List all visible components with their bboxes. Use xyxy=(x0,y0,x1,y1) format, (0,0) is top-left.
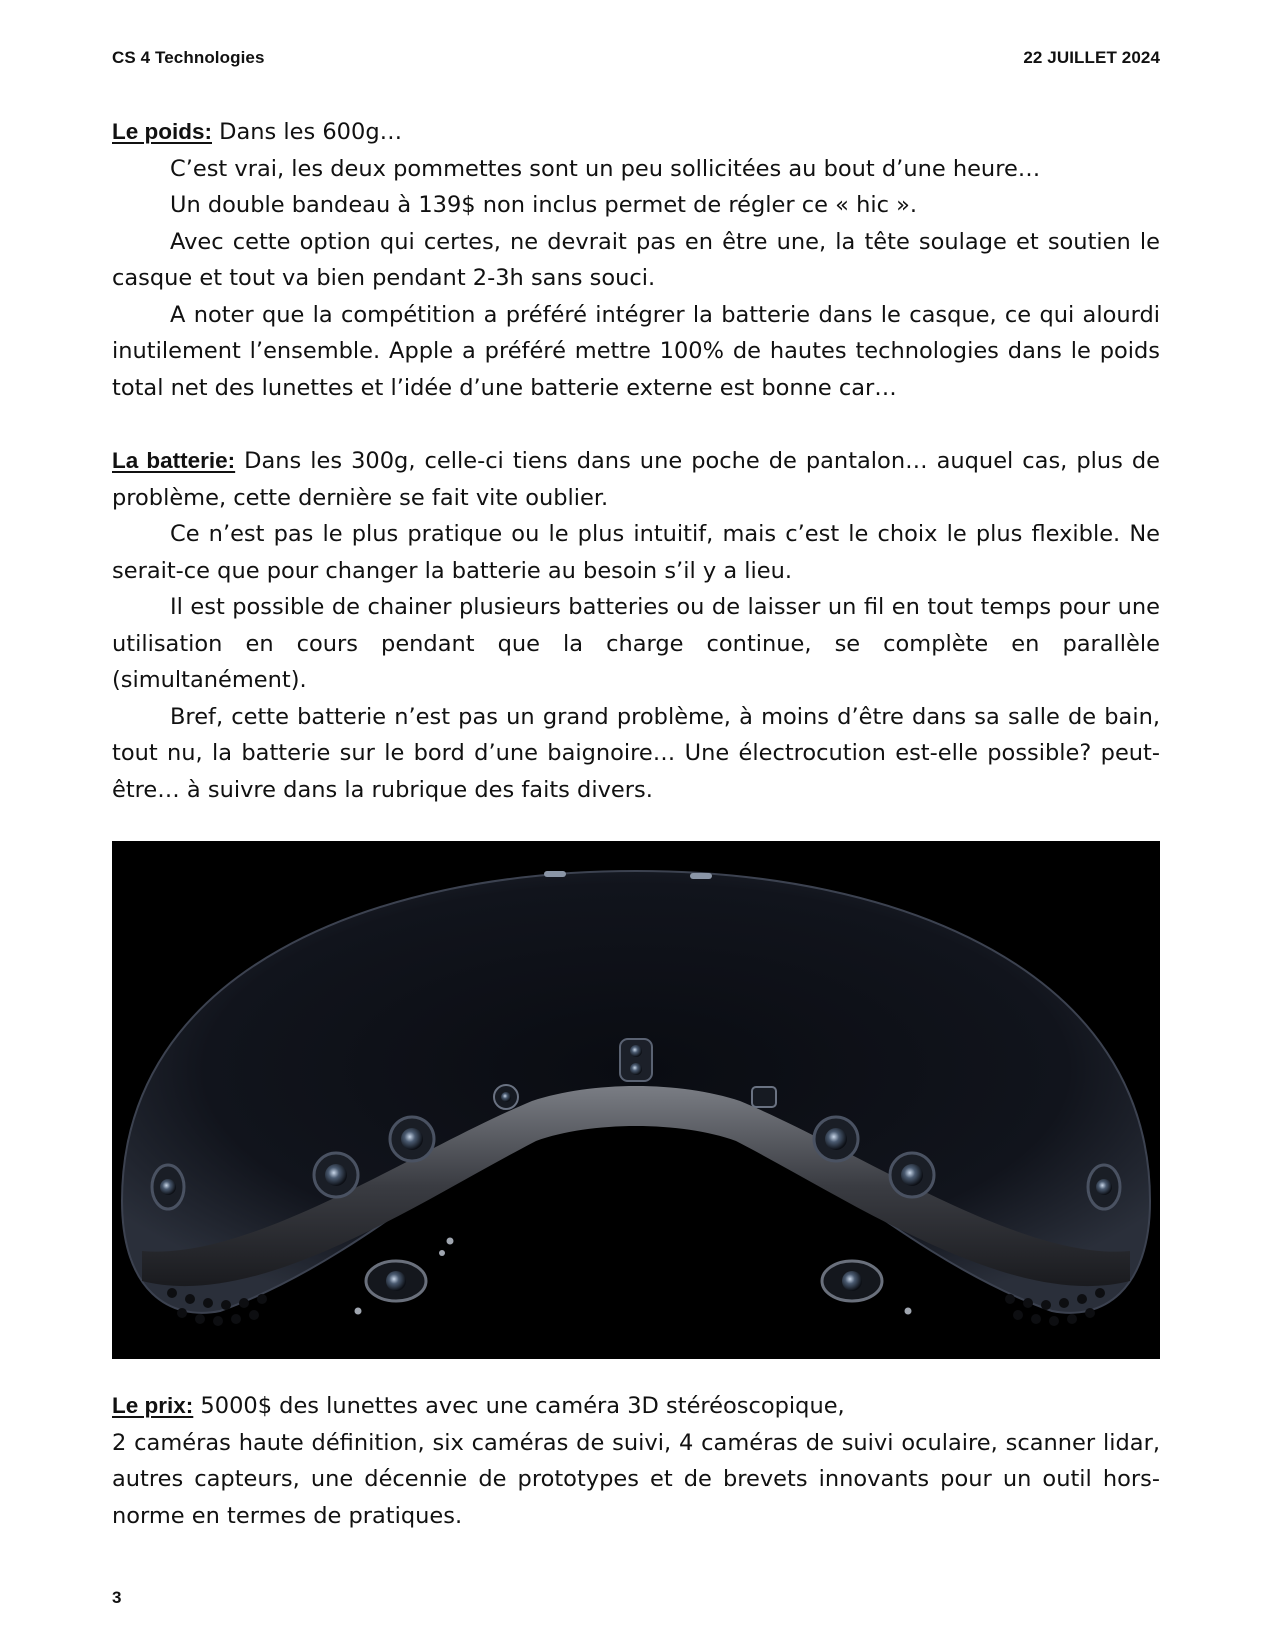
section-heading-prix: Le prix: xyxy=(112,1393,194,1418)
lidar-sensor xyxy=(752,1087,776,1107)
page-header xyxy=(112,48,1160,68)
side-camera xyxy=(152,1165,184,1209)
batterie-lead-text: Dans les 300g, celle-ci tiens dans une poche de pantalon… auquel cas, plus de problème, cette dernière se fait vite oublier. xyxy=(112,448,1161,511)
batterie-lead-paragraph xyxy=(112,443,1160,516)
section-heading-batterie: La batterie: xyxy=(112,448,236,473)
poids-paragraph: Avec cette option qui certes, ne devrait pas en être une, la tête soulage et soutien le casque et tout va bien pendant 2-3h sans souci. xyxy=(112,228,1160,291)
poids-paragraph: C’est vrai, les deux pommettes sont un peu sollicitées au bout d’une heure… xyxy=(170,155,1041,182)
tracking-camera xyxy=(814,1117,858,1161)
headset-photo xyxy=(112,841,1160,1359)
poids-lead-text: Dans les 600g… xyxy=(212,119,403,145)
side-camera xyxy=(1088,1165,1120,1209)
tracking-camera xyxy=(890,1153,934,1197)
prix-lead-paragraph xyxy=(112,1388,1160,1425)
publication-date: 22 JUILLET 2024 xyxy=(1023,48,1160,67)
poids-paragraph: Un double bandeau à 139$ non inclus permet de régler ce « hic ». xyxy=(170,192,918,218)
batterie-paragraph: Bref, cette batterie n’est pas un grand problème, à moins d’être dans sa salle de bain, tout nu, la batterie sur le bord d’une baignoire… Une électrocution est-elle possible? peut-être… à suivre dans la rubrique des faits divers. xyxy=(112,703,1160,803)
tracking-camera xyxy=(390,1117,434,1161)
top-sensor xyxy=(544,871,566,877)
downward-camera xyxy=(366,1261,426,1301)
article-body xyxy=(112,114,1160,808)
publication-name: CS 4 Technologies xyxy=(112,48,265,67)
section-heading-poids: Le poids: xyxy=(112,119,212,144)
poids-paragraph: A noter que la compétition a préféré intégrer la batterie dans le casque, ce qui alourdi inutilement l’ensemble. Apple a préféré mettre 100% de hautes technologies dans le poids total net des lunettes et l’idée d’une batterie externe est bonne car… xyxy=(112,301,1160,401)
prix-section xyxy=(112,1388,1160,1534)
section-spacer xyxy=(112,406,1160,443)
tracking-camera xyxy=(314,1153,358,1197)
prix-paragraph: 2 caméras haute définition, six caméras de suivi, 4 caméras de suivi oculaire, scanner lidar, autres capteurs, une décennie de prototypes et de brevets innovants pour un outil hors-norme en termes de pratiques. xyxy=(112,1429,1160,1529)
top-sensor xyxy=(690,873,712,879)
batterie-paragraph: Il est possible de chainer plusieurs batteries ou de laisser un fil en tout temps pour une utilisation en cours pendant que la charge continue, se complète en parallèle (simultanément). xyxy=(112,594,1160,693)
page-number: 3 xyxy=(112,1588,122,1607)
prix-lead-text: 5000$ des lunettes avec une caméra 3D stéréoscopique, xyxy=(193,1393,845,1419)
poids-lead-paragraph xyxy=(112,114,1160,151)
headset-illustration xyxy=(112,841,1160,1359)
downward-camera xyxy=(822,1261,882,1301)
batterie-paragraph: Ce n’est pas le plus pratique ou le plus intuitif, mais c’est le choix le plus flexible. Ne serait-ce que pour changer la batterie au besoin s’il y a lieu. xyxy=(112,521,1160,584)
